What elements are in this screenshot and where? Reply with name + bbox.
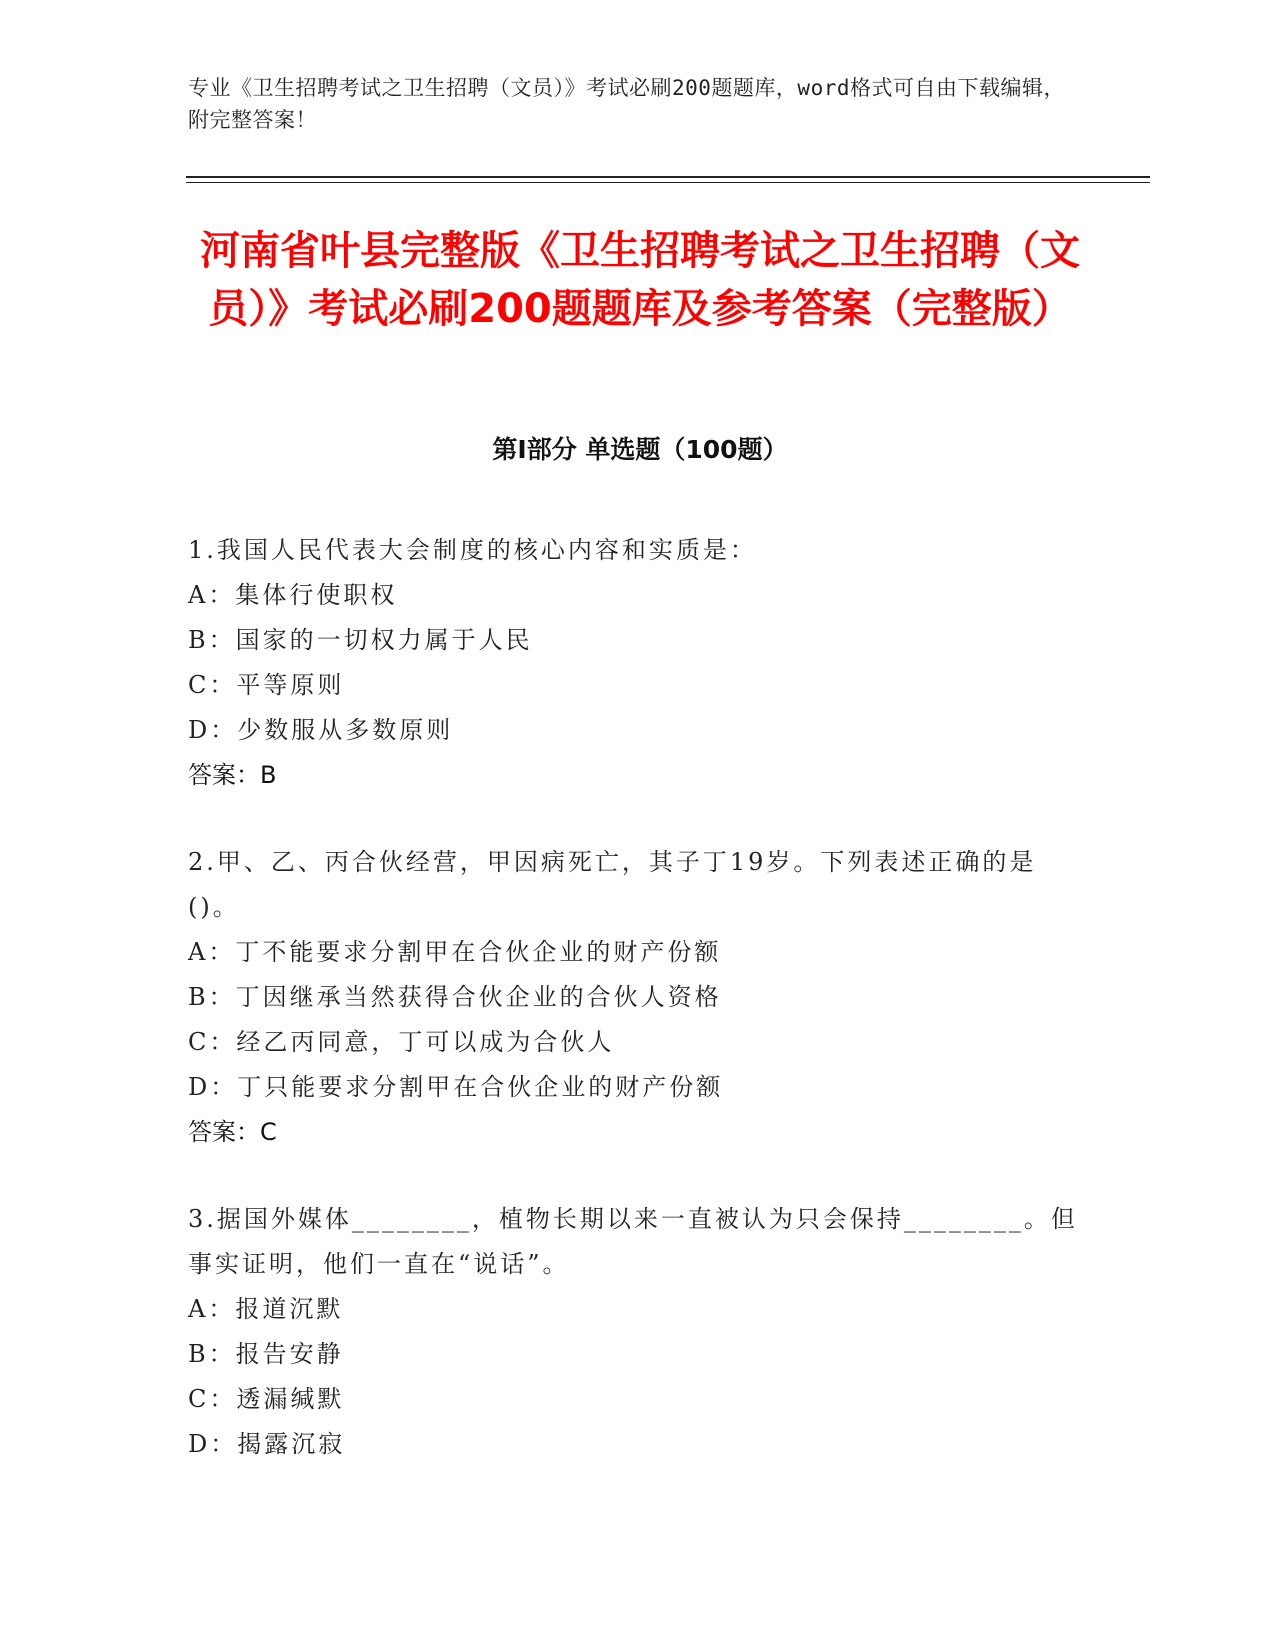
option-d: D：丁只能要求分割甲在合伙企业的财产份额 xyxy=(188,1073,724,1101)
question-stem: 3.据国外媒体________，植物长期以来一直被认为只会保持________。但事实证明，他们一直在“说话”。 xyxy=(188,1205,1078,1278)
option-b: B：丁因继承当然获得合伙企业的合伙人资格 xyxy=(188,983,722,1011)
answer-line: 答案：C xyxy=(188,1118,277,1146)
header-note: 专业《卫生招聘考试之卫生招聘（文员）》考试必刷200题题库，word格式可自由下载编辑，附完整答案！ xyxy=(188,76,1065,132)
option-d: D：揭露沉寂 xyxy=(188,1430,346,1458)
question-stem: 2.甲、乙、丙合伙经营，甲因病死亡，其子丁19岁。下列表述正确的是()。 xyxy=(188,848,1037,921)
option-c: C：透漏缄默 xyxy=(188,1385,345,1413)
question-3 xyxy=(188,1197,1078,1467)
answer-line: 答案：B xyxy=(188,761,277,789)
option-d: D：少数服从多数原则 xyxy=(188,716,454,744)
question-1 xyxy=(188,528,1078,798)
option-c: C：经乙丙同意，丁可以成为合伙人 xyxy=(188,1028,615,1056)
header-divider-thick xyxy=(186,176,1150,178)
section-title: 第I部分 单选题（100题） xyxy=(492,435,788,464)
option-c: C：平等原则 xyxy=(188,671,345,699)
document-title: 河南省叶县完整版《卫生招聘考试之卫生招聘（文员）》考试必刷200题题库及参考答案（完整版） xyxy=(200,228,1080,332)
option-b: B：报告安静 xyxy=(188,1340,344,1368)
question-stem: 1.我国人民代表大会制度的核心内容和实质是： xyxy=(188,536,757,564)
question-list xyxy=(188,528,1078,1509)
question-2 xyxy=(188,840,1078,1155)
option-b: B：国家的一切权力属于人民 xyxy=(188,626,533,654)
option-a: A：报道沉默 xyxy=(188,1295,344,1323)
option-a: A：丁不能要求分割甲在合伙企业的财产份额 xyxy=(188,938,722,966)
option-a: A：集体行使职权 xyxy=(188,581,398,609)
header-divider-thin xyxy=(186,182,1150,183)
